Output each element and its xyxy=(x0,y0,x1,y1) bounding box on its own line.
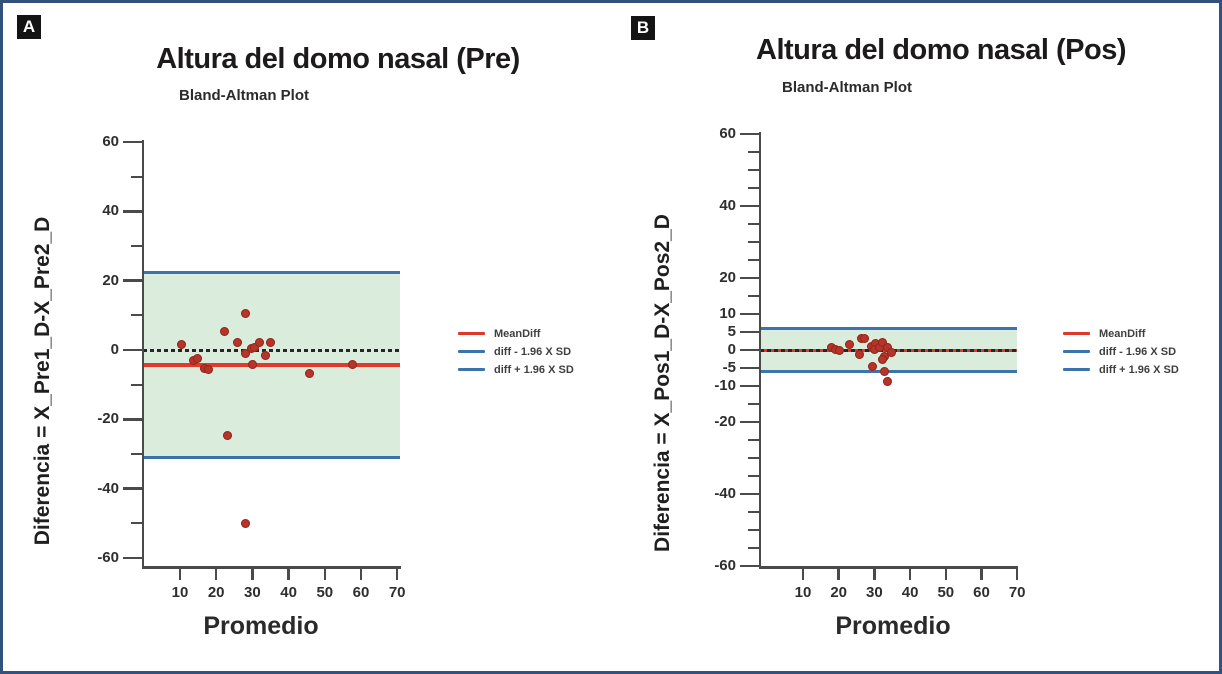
x-axis-label: Promedio xyxy=(835,612,951,640)
y-tick-label: -60 xyxy=(714,557,736,574)
legend-label: diff + 1.96 X SD xyxy=(494,363,574,376)
y-tick-major xyxy=(740,493,760,496)
data-point xyxy=(880,367,889,376)
y-tick-label: 60 xyxy=(719,125,736,142)
y-tick-label: -20 xyxy=(97,410,119,428)
y-tick-major xyxy=(123,557,143,560)
data-point xyxy=(241,519,250,528)
y-tick-major xyxy=(740,421,760,424)
y-tick-major xyxy=(740,331,760,334)
y-tick-label: 0 xyxy=(110,341,119,358)
legend-label: diff - 1.96 X SD xyxy=(494,345,572,358)
x-tick-label: 10 xyxy=(794,584,812,601)
y-tick-label: 0 xyxy=(727,341,736,358)
y-axis-label: Diferencia = X_Pre1_D-X_Pre2_D xyxy=(31,216,54,546)
data-point xyxy=(261,351,270,360)
y-tick-major xyxy=(123,487,143,490)
x-tick-label: 70 xyxy=(1008,584,1026,601)
legend-entry xyxy=(1063,328,1179,339)
x-tick-label: 40 xyxy=(280,584,297,601)
loa-upper-line xyxy=(760,327,1017,330)
chart-subtitle: Bland-Altman Plot xyxy=(782,79,912,96)
x-tick-label: 60 xyxy=(973,584,990,601)
y-tick-major xyxy=(740,205,760,208)
legend-line-swatch xyxy=(1063,368,1090,372)
x-tick-label: 30 xyxy=(244,584,261,601)
y-tick-label: 5 xyxy=(727,323,736,340)
x-axis-line xyxy=(759,566,1018,569)
y-tick-major xyxy=(123,141,143,144)
loa-lower-line xyxy=(143,456,400,459)
x-tick-label: 50 xyxy=(316,584,334,601)
panel-a-label-badge: A xyxy=(17,15,41,39)
x-tick-label: 10 xyxy=(171,584,189,601)
data-point xyxy=(241,309,250,318)
panel-b xyxy=(611,3,1222,671)
legend-line-swatch xyxy=(1063,332,1090,336)
legend xyxy=(458,328,574,375)
y-tick-label: -5 xyxy=(722,359,736,376)
legend-entry xyxy=(458,328,574,339)
chart-subtitle: Bland-Altman Plot xyxy=(179,87,309,104)
data-point xyxy=(255,338,264,347)
data-point xyxy=(233,338,242,347)
y-axis-line xyxy=(759,132,762,568)
legend-entry xyxy=(1063,346,1179,357)
y-tick-major xyxy=(740,277,760,280)
y-tick-label: -60 xyxy=(97,548,119,566)
y-tick-major xyxy=(740,313,760,316)
y-tick-major xyxy=(123,418,143,421)
data-point xyxy=(223,431,232,440)
data-point xyxy=(835,346,844,355)
chart-title-pre: Altura del domo nasal (Pre) xyxy=(156,43,520,75)
y-tick-label: -20 xyxy=(714,413,736,430)
data-point xyxy=(855,350,864,359)
legend-line-swatch xyxy=(458,368,485,372)
panel-a xyxy=(3,3,614,671)
y-tick-major xyxy=(740,565,760,568)
legend-label: MeanDiff xyxy=(1099,327,1146,340)
x-tick-label: 70 xyxy=(388,584,406,601)
zero-dashed-line xyxy=(143,349,400,352)
legend-line-swatch xyxy=(1063,350,1090,354)
legend-label: diff - 1.96 X SD xyxy=(1099,345,1177,358)
y-axis-label: Diferencia = X_Pos1_D-X_Pos2_D xyxy=(651,214,674,552)
y-tick-label: 40 xyxy=(102,202,119,220)
y-tick-major xyxy=(740,385,760,388)
y-tick-label: -40 xyxy=(97,479,119,497)
x-tick-label: 20 xyxy=(207,584,225,601)
y-tick-label: 60 xyxy=(102,133,119,151)
y-tick-label: -40 xyxy=(714,485,736,502)
data-point xyxy=(305,369,314,378)
data-point xyxy=(348,360,357,369)
chart-title-pos: Altura del domo nasal (Pos) xyxy=(756,34,1126,66)
y-tick-label: 40 xyxy=(719,197,736,214)
data-point xyxy=(204,365,213,374)
y-tick-label: -10 xyxy=(714,377,736,394)
y-tick-label: 10 xyxy=(719,305,736,322)
mean-diff-line xyxy=(143,363,400,367)
y-tick-label: 20 xyxy=(719,269,736,286)
legend-entry xyxy=(458,364,574,375)
x-tick-label: 30 xyxy=(866,584,883,601)
loa-upper-line xyxy=(143,271,400,274)
y-tick-major xyxy=(123,279,143,282)
legend-label: MeanDiff xyxy=(494,327,541,340)
x-tick-label: 40 xyxy=(901,584,919,601)
legend-line-swatch xyxy=(458,332,485,336)
data-point xyxy=(193,354,202,363)
y-tick-major xyxy=(740,349,760,352)
y-tick-major xyxy=(123,349,143,352)
x-tick-label: 20 xyxy=(830,584,848,601)
y-axis-line xyxy=(142,140,145,568)
y-tick-label: 20 xyxy=(102,271,119,289)
x-tick-label: 50 xyxy=(937,584,955,601)
data-point xyxy=(177,340,186,349)
y-tick-major xyxy=(740,367,760,370)
panel-b-label-badge: B xyxy=(631,16,655,40)
x-axis-label: Promedio xyxy=(203,612,319,640)
x-tick-label: 60 xyxy=(352,584,370,601)
data-point xyxy=(883,377,892,386)
legend xyxy=(1063,328,1179,375)
y-tick-major xyxy=(123,210,143,213)
data-point xyxy=(248,360,257,369)
legend-line-swatch xyxy=(458,350,485,354)
y-tick-major xyxy=(740,133,760,136)
legend-entry xyxy=(1063,364,1179,375)
x-axis-line xyxy=(142,566,401,569)
legend-entry xyxy=(458,346,574,357)
legend-label: diff + 1.96 X SD xyxy=(1099,363,1179,376)
